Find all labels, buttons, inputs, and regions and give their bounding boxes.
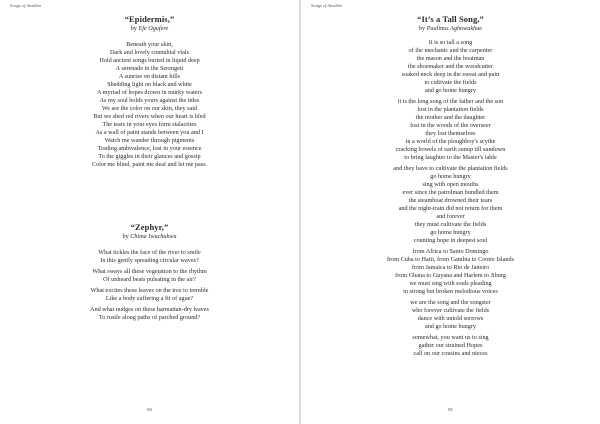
stanza — [0, 306, 299, 322]
poem-author — [0, 233, 299, 240]
poem-line: To rustle along paths of parched ground? — [98, 314, 201, 321]
stanza — [301, 165, 600, 245]
poem-author — [301, 25, 600, 32]
poem-line: from Ghana to Guyana and Harlem to Jiburg — [395, 272, 506, 279]
poem-line: The tears in your eyes form stalactites — [102, 121, 197, 128]
stanza — [301, 334, 600, 358]
poem-line: in strong but broken melodious voices — [403, 288, 498, 295]
poem-line: go home hungry — [430, 173, 471, 180]
poem-line: the shoemaker and the woodcutter — [408, 63, 493, 70]
poem-line: lost in the plantation fields — [417, 106, 484, 113]
by-word: by — [418, 25, 426, 32]
poem-line: lost in the woods of the overseer — [410, 122, 491, 129]
stanza — [301, 299, 600, 331]
poem-tall-song — [301, 14, 600, 358]
by-word: by — [130, 25, 137, 32]
poem-line: from Jamaica to Rio de Janeiro — [411, 264, 490, 271]
poem-line: What sways all these vegetation to the rhythm — [92, 268, 207, 275]
poem-line: counting hope in deepest soul — [413, 237, 488, 244]
poem-line: they lost themselves — [425, 130, 476, 137]
poem-line: Trading ambivalence, lost in your essence — [97, 145, 202, 152]
stanza — [301, 98, 600, 162]
poem-line: the mason and the boatman — [416, 55, 485, 62]
poem-line: Of unheard beats pulsating in the air? — [103, 276, 196, 283]
author-name: Chima Iwuchukwu — [130, 233, 177, 240]
poem-line: soaked neck deep in the sweat and pain — [401, 71, 500, 78]
stanza — [0, 249, 299, 265]
poem-line: Color me blind, paint me deaf and let me pass. — [91, 161, 208, 168]
poem-line: cracking bowels of earth sunup till sundown — [395, 146, 506, 153]
poem-line: To the giggles in their glances and gossip — [98, 153, 201, 160]
poem-line: Hold ancient songs buried in liquid deep — [99, 57, 200, 64]
poem-line: A sunrise on distant hills — [118, 73, 181, 80]
poem-line: and the night-train did not return for them — [398, 205, 503, 212]
poem-line: of the mechanic and the carpenter — [408, 47, 493, 54]
poem-line: In this gently spreading circular waves? — [100, 257, 199, 264]
poem-line: As my soul holds yours against the tides — [99, 97, 200, 104]
poem-line: Dark and lovely connubial vials — [109, 49, 190, 56]
poem-line: A serenade in the Serengeti — [115, 65, 184, 72]
poem-line: sing with open mouths — [422, 181, 479, 188]
running-head: Songs of Ansikha — [10, 3, 41, 8]
poem-line: gather our strained Hopes — [418, 342, 483, 349]
poem-line: and go home hungry — [424, 323, 477, 330]
poem-line: Beneath your skin, — [126, 41, 173, 48]
poem-title: “Zephyr,” — [130, 222, 169, 232]
stanza — [301, 39, 600, 95]
by-word: by — [122, 233, 129, 240]
poem-line: the steamboat drowned their tears — [408, 197, 493, 204]
poem-line: it is the long song of the father and the son — [397, 98, 504, 105]
poem-line: and go home hungry — [424, 87, 477, 94]
poem-line: A myriad of hopes drown in murky waters — [97, 89, 202, 96]
poem-line: and forever — [436, 213, 465, 220]
right-page — [300, 0, 600, 424]
author-name: Efe Ogufere — [138, 25, 169, 32]
poem-line: As a wall of paint stands between you and I — [95, 129, 204, 136]
poem-line: the mother and the daughter — [415, 114, 486, 121]
poem-line: What excites these leaves on the tree to tremble — [90, 287, 209, 294]
poem-line: and they have to cultivate the plantation fields — [393, 165, 508, 172]
poem-line: from Cuba to Haiti, from Gambia to Cootre Islands — [387, 256, 514, 263]
poem-line: to cultivate the fields — [424, 79, 477, 86]
poem-line: who forever cultivate the fields — [411, 307, 490, 314]
stanza — [0, 41, 299, 169]
page-number: 85 — [448, 407, 453, 412]
poem-line: Shedding light on black and white — [107, 81, 192, 88]
poem-line: in a world of the ploughboy's scythe — [405, 138, 496, 145]
poem-title: “It’s a Tall Song,” — [417, 14, 484, 24]
stanza — [0, 268, 299, 284]
poem-line: from Africa to Santo Domingo — [412, 248, 489, 255]
poem-line: What tickles the face of the river to smile — [98, 249, 201, 256]
author-name: Paulinus Aghowakhue — [426, 25, 483, 32]
poem-line: ever since the patrolman bundled them — [402, 189, 499, 196]
poem-line: And what nudges on these harmattan-dry leaves — [90, 306, 209, 313]
page-number: 84 — [147, 407, 152, 412]
poem-line: to bring laughter to the Master's table — [404, 154, 497, 161]
poem-line: they must cultivate the fields — [414, 221, 487, 228]
poem-line: Watch me wander through pigments — [104, 137, 195, 144]
poem-author — [0, 25, 299, 32]
poem-line: It is so tall a song — [428, 39, 473, 46]
poem-line: But we shed red rivers when our heart is bled — [93, 113, 206, 120]
poem-line: go home hungry — [430, 229, 471, 236]
poem-line: we must sing with souls pleading — [409, 280, 492, 287]
poem-title: “Epidermis,” — [124, 14, 175, 24]
running-head: Songs of Ansikha — [311, 3, 342, 8]
poem-line: somewhat, you want us to sing — [412, 334, 489, 341]
stanza — [0, 287, 299, 303]
poem-zephyr — [0, 222, 299, 322]
poem-line: call on our cousins and nieces — [413, 350, 488, 357]
poem-line: dance with untold sorrows — [417, 315, 484, 322]
poem-line: We are the color on our skin, they said — [101, 105, 198, 112]
poem-epidermis — [0, 14, 299, 169]
stanza — [301, 248, 600, 296]
poem-line: we are the song and the songster — [410, 299, 491, 306]
poem-line: Like a body suffering a fit of ague? — [105, 295, 194, 302]
